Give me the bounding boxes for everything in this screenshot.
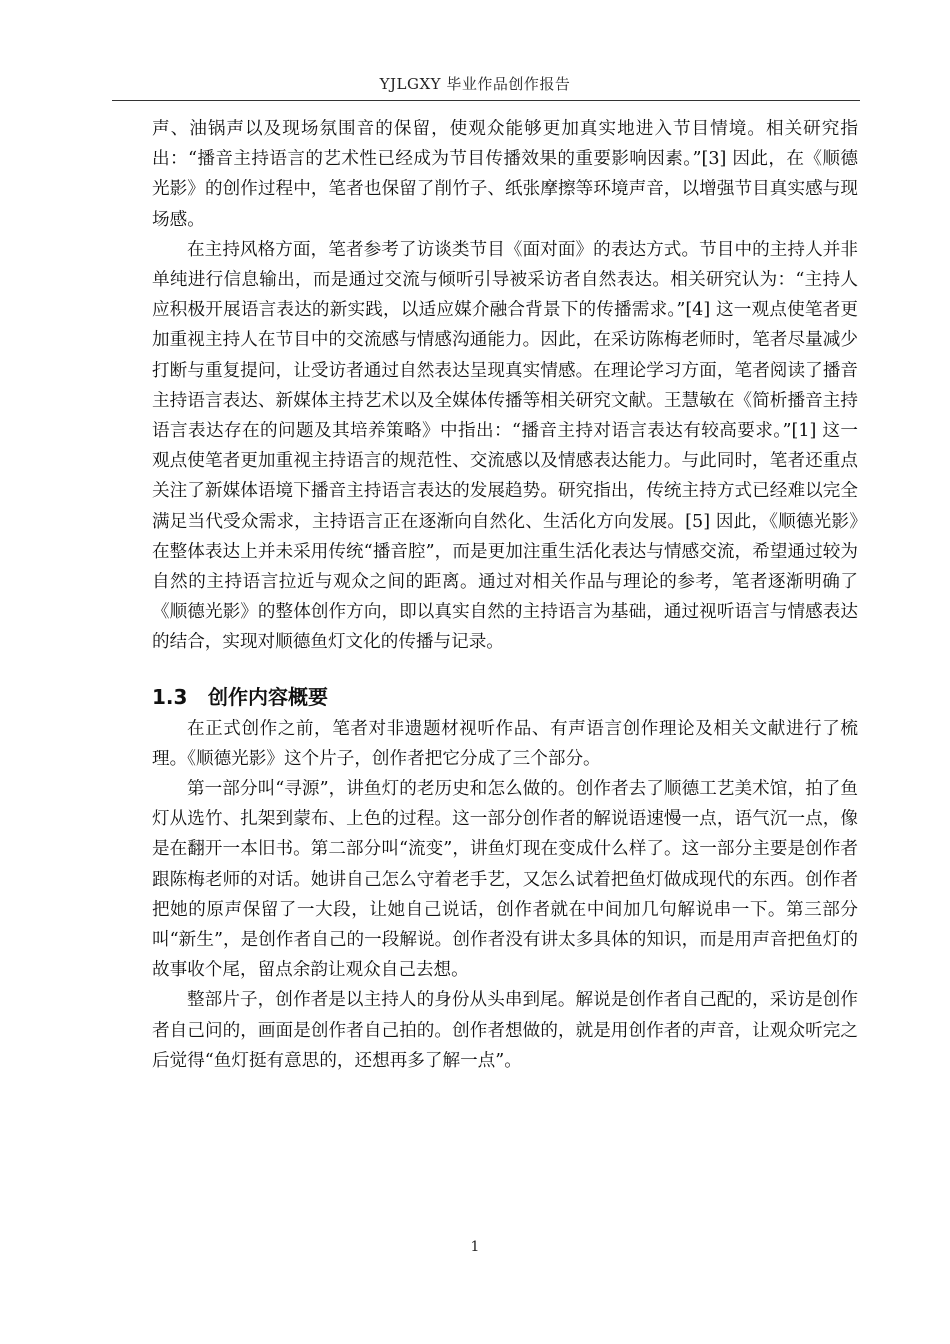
paragraph-overview: 在正式创作之前，笔者对非遗题材视听作品、有声语言创作理论及相关文献进行了梳理。《顺德光影》这个片子，创作者把它分成了三个部分。	[152, 718, 858, 769]
section-number: 1.3	[152, 684, 188, 709]
section-title: 创作内容概要	[208, 684, 328, 709]
section-spacer	[152, 658, 858, 678]
page-number: 1	[470, 1239, 480, 1255]
paragraph-hosting-style: 在主持风格方面，笔者参考了访谈类节目《面对面》的表达方式。节目中的主持人并非单纯进行信息输出，而是通过交流与倾听引导被采访者自然表达。相关研究认为：“主持人应积极开展语言表达的新实践，以适应媒介融合背景下的传播需求。”[4] 这一观点使笔者更加重视主持人在节目中的交流感与情感沟通能力。因此，在采访陈梅老师时，笔者尽量减少打断与重复提问，让受访者通过自然表达呈现真实情感。在理论学习方面，笔者阅读了播音主持语言表达、新媒体主持艺术以及全媒体传播等相关研究文献。王慧敏在《简析播音主持语言表达存在的问题及其培养策略》中指出：“播音主持对语言表达有较高要求。”[1] 这一观点使笔者更加重视主持语言的规范性、交流感以及情感表达能力。与此同时，笔者还重点关注了新媒体语境下播音主持语言表达的发展趋势。研究指出，传统主持方式已经难以完全满足当代受众需求，主持语言正在逐渐向自然化、生活化方向发展。[5] 因此，《顺德光影》在整体表达上并未采用传统“播音腔”，而是更加注重生活化表达与情感交流，希望通过较为自然的主持语言拉近与观众之间的距离。通过对相关作品与理论的参考，笔者逐渐明确了《顺德光影》的整体创作方向，即以真实自然的主持语言为基础，通过视听语言与情感表达的结合，实现对顺德鱼灯文化的传播与记录。	[152, 239, 858, 653]
paragraph-continued: 声、油锅声以及现场氛围音的保留，使观众能够更加真实地进入节目情境。相关研究指出：“播音主持语言的艺术性已经成为节目传播效果的重要影响因素。”[3] 因此，在《顺德光影》的创作过程中，笔者也保留了削竹子、纸张摩擦等环境声音，以增强节目真实感与现场感。	[152, 119, 858, 230]
header-rule	[112, 100, 860, 101]
running-header: YJLGXY 毕业作品创作报告	[379, 75, 571, 93]
paragraph-summary: 整部片子，创作者是以主持人的身份从头串到尾。解说是创作者自己配的，采访是创作者自己问的，画面是创作者自己拍的。创作者想做的，就是用创作者的声音，让观众听完之后觉得“鱼灯挺有意思的，还想再多了解一点”。	[152, 990, 858, 1071]
section-heading	[152, 678, 858, 714]
report-body	[152, 114, 858, 1076]
paragraph-three-parts: 第一部分叫“寻源”，讲鱼灯的老历史和怎么做的。创作者去了顺德工艺美术馆，拍了鱼灯从选竹、扎架到蒙布、上色的过程。这一部分创作者的解说语速慢一点，语气沉一点，像是在翻开一本旧书。第二部分叫“流变”，讲鱼灯现在变成什么样了。这一部分主要是创作者跟陈梅老师的对话。她讲自己怎么守着老手艺，又怎么试着把鱼灯做成现代的东西。创作者把她的原声保留了一大段，让她自己说话，创作者就在中间加几句解说串一下。第三部分叫“新生”，是创作者自己的一段解说。创作者没有讲太多具体的知识，而是用声音把鱼灯的故事收个尾，留点余韵让观众自己去想。	[152, 779, 858, 981]
